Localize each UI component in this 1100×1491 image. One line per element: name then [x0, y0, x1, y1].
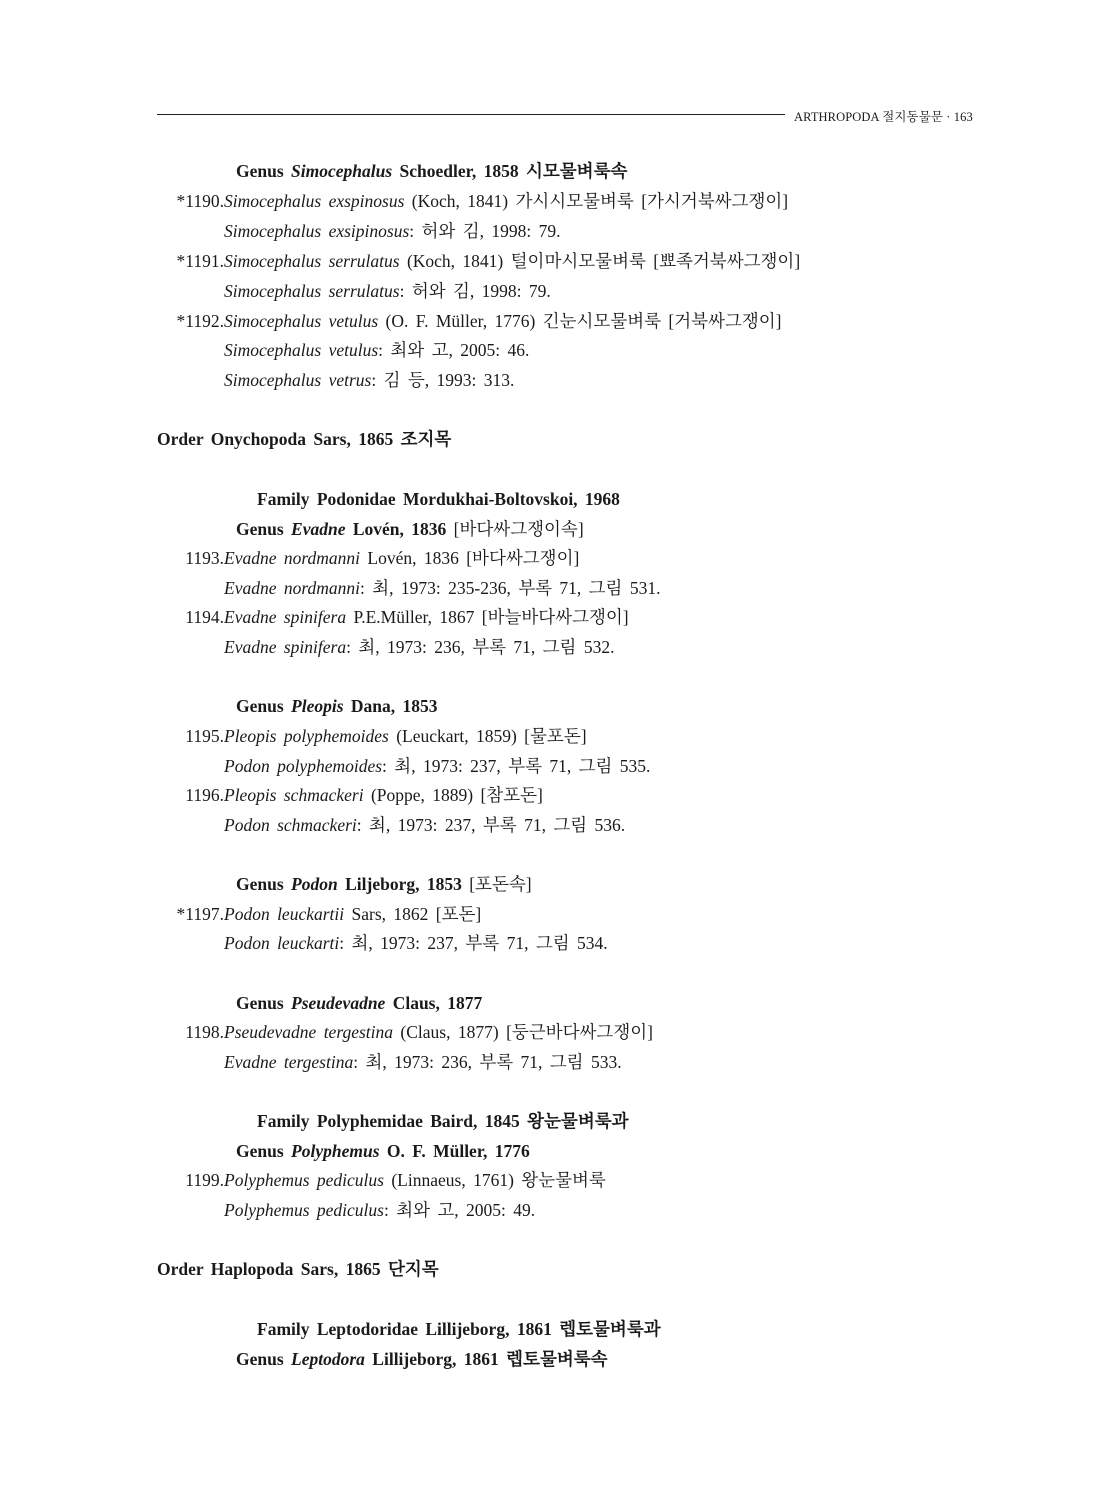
genus-line: [236, 873, 532, 895]
syn-line: [224, 369, 514, 391]
entry-text: : 허와 김, 1998: 79.: [399, 281, 551, 301]
family-line: [257, 1110, 629, 1132]
entry-text: Lovén, 1836: [345, 519, 447, 539]
entry-text: Family Leptodoridae Lillijeborg, 1861: [257, 1319, 552, 1339]
entry-text: : 최, 1973: 236, 부록 71, 그림 533.: [353, 1052, 622, 1072]
entry-text: : 최, 1973: 237, 부록 71, 그림 536.: [356, 815, 626, 835]
syn-line: [224, 1199, 535, 1221]
entry-text: : 최, 1973: 237, 부록 71, 그림 535.: [382, 756, 651, 776]
entry-text: (Claus, 1877) [둥근바다싸그쟁이]: [393, 1022, 653, 1042]
taxon-name: Simocephalus exspinosus: [224, 191, 405, 211]
header-rule: [157, 114, 785, 115]
taxon-name: Evadne nordmanni: [224, 548, 361, 568]
entry-text: 왕눈물벼룩과: [519, 1111, 629, 1131]
taxon-name: Evadne: [291, 519, 346, 539]
entry-text: [바다싸그쟁이속]: [446, 519, 584, 539]
entry-text: Genus: [236, 161, 292, 181]
entry-text: : 최, 1973: 235-236, 부록 71, 그림 531.: [360, 578, 661, 598]
taxon-name: Evadne nordmanni: [224, 578, 361, 598]
species-line: [176, 250, 801, 272]
entry-text: P.E.Müller, 1867 [바늘바다싸그쟁이]: [346, 607, 629, 627]
taxon-name: Simocephalus serrulatus: [224, 281, 400, 301]
genus-line: [236, 992, 482, 1014]
entry-text: Lovén, 1836 [바다싸그쟁이]: [360, 548, 580, 568]
taxon-name: Simocephalus vetulus: [224, 340, 379, 360]
taxon-name: Simocephalus exsipinosus: [224, 221, 410, 241]
syn-line: [224, 932, 608, 954]
entry-text: Order Haplopoda Sars, 1865: [157, 1259, 381, 1279]
syn-line: [224, 339, 529, 361]
entry-text: (Koch, 1841) 털이마시모물벼룩 [뾰족거북싸그쟁이]: [399, 251, 801, 271]
genus-line: [236, 1348, 608, 1370]
syn-line: [224, 280, 551, 302]
order-line: [157, 428, 451, 450]
taxon-name: Podon polyphemoides: [224, 756, 383, 776]
syn-line: [224, 220, 560, 242]
entry-text: : 최, 1973: 237, 부록 71, 그림 534.: [339, 933, 608, 953]
entry-text: (O. F. Müller, 1776) 긴눈시모물벼룩 [거북싸그쟁이]: [378, 311, 782, 331]
family-line: [257, 1318, 661, 1340]
taxon-name: Simocephalus: [291, 161, 393, 181]
entry-text: Family Podonidae Mordukhai-Boltovskoi, 1968: [257, 489, 620, 509]
taxon-name: Podon schmackeri: [224, 815, 357, 835]
entry-text: 조지목: [393, 429, 452, 449]
entry-text: : 김 등, 1993: 313.: [371, 370, 515, 390]
species-number: 1194.: [185, 607, 224, 627]
species-number: *1197.: [176, 904, 224, 924]
species-line: [185, 547, 580, 569]
entry-text: Family Polyphemidae Baird, 1845: [257, 1111, 520, 1131]
running-head: ARTHROPODA 절지동물문 · 163: [794, 110, 973, 124]
entry-text: O. F. Müller, 1776: [379, 1141, 530, 1161]
taxon-name: Polyphemus pediculus: [224, 1200, 384, 1220]
genus-line: [236, 1140, 530, 1162]
species-number: 1195.: [185, 726, 224, 746]
species-number: *1190.: [176, 191, 224, 211]
species-line: [185, 725, 587, 747]
entry-text: Liljeborg, 1853: [337, 874, 462, 894]
taxon-name: Pseudevadne: [291, 993, 386, 1013]
taxon-name: Evadne spinifera: [224, 637, 347, 657]
entry-text: : 최, 1973: 236, 부록 71, 그림 532.: [346, 637, 615, 657]
species-line: [176, 903, 482, 925]
syn-line: [224, 1051, 622, 1073]
taxon-name: Simocephalus serrulatus: [224, 251, 400, 271]
entry-text: : 최와 고, 2005: 46.: [378, 340, 530, 360]
species-line: [176, 190, 789, 212]
taxon-name: Podon leuckartii: [224, 904, 345, 924]
entry-text: Genus: [236, 696, 292, 716]
entry-text: Genus: [236, 874, 292, 894]
taxon-name: Podon leuckarti: [224, 933, 340, 953]
entry-text: Order Onychopoda Sars, 1865: [157, 429, 394, 449]
species-line: [185, 784, 543, 806]
entry-text: Sars, 1862 [포돈]: [344, 904, 482, 924]
syn-line: [224, 577, 660, 599]
entry-text: : 허와 김, 1998: 79.: [409, 221, 561, 241]
taxon-name: Pleopis polyphemoides: [224, 726, 389, 746]
taxon-name: Pseudevadne tergestina: [224, 1022, 394, 1042]
syn-line: [224, 755, 650, 777]
taxon-name: Podon: [291, 874, 338, 894]
syn-line: [224, 636, 614, 658]
entry-text: [포돈속]: [461, 874, 532, 894]
species-line: [185, 606, 629, 628]
taxon-name: Simocephalus vetulus: [224, 311, 379, 331]
taxon-name: Evadne spinifera: [224, 607, 347, 627]
taxon-name: Simocephalus vetrus: [224, 370, 372, 390]
taxon-name: Pleopis schmackeri: [224, 785, 364, 805]
entry-text: (Koch, 1841) 가시시모물벼룩 [가시거북싸그쟁이]: [404, 191, 789, 211]
species-line: [185, 1169, 606, 1191]
entry-text: Dana, 1853: [343, 696, 438, 716]
genus-line: [236, 518, 584, 540]
taxon-name: Leptodora: [291, 1349, 365, 1369]
species-number: 1196.: [185, 785, 224, 805]
species-line: [185, 1021, 653, 1043]
syn-line: [224, 814, 625, 836]
genus-line: [236, 160, 627, 182]
species-number: *1192.: [176, 311, 224, 331]
entry-text: Schoedler, 1858: [392, 161, 519, 181]
entry-text: Genus: [236, 519, 292, 539]
entry-text: Genus: [236, 1349, 292, 1369]
taxon-name: Polyphemus: [291, 1141, 380, 1161]
entry-text: 렙토물벼룩속: [498, 1349, 608, 1369]
entry-text: 단지목: [380, 1259, 439, 1279]
taxon-name: Polyphemus pediculus: [224, 1170, 384, 1190]
entry-text: Claus, 1877: [385, 993, 483, 1013]
species-number: 1193.: [185, 548, 224, 568]
entry-text: (Poppe, 1889) [참포돈]: [363, 785, 543, 805]
entry-text: Genus: [236, 1141, 292, 1161]
species-number: *1191.: [176, 251, 224, 271]
entry-text: : 최와 고, 2005: 49.: [383, 1200, 536, 1220]
taxon-name: Pleopis: [291, 696, 344, 716]
entry-text: 렙토물벼룩과: [551, 1319, 661, 1339]
order-line: [157, 1258, 439, 1280]
species-line: [176, 310, 782, 332]
genus-line: [236, 695, 438, 717]
species-number: 1199.: [185, 1170, 224, 1190]
family-line: [257, 488, 620, 510]
taxon-name: Evadne tergestina: [224, 1052, 354, 1072]
species-number: 1198.: [185, 1022, 224, 1042]
entry-text: Genus: [236, 993, 292, 1013]
entry-text: (Leuckart, 1859) [물포돈]: [388, 726, 587, 746]
entry-text: (Linnaeus, 1761) 왕눈물벼룩: [383, 1170, 606, 1190]
entry-text: 시모물벼룩속: [518, 161, 628, 181]
entry-text: Lillijeborg, 1861: [364, 1349, 499, 1369]
